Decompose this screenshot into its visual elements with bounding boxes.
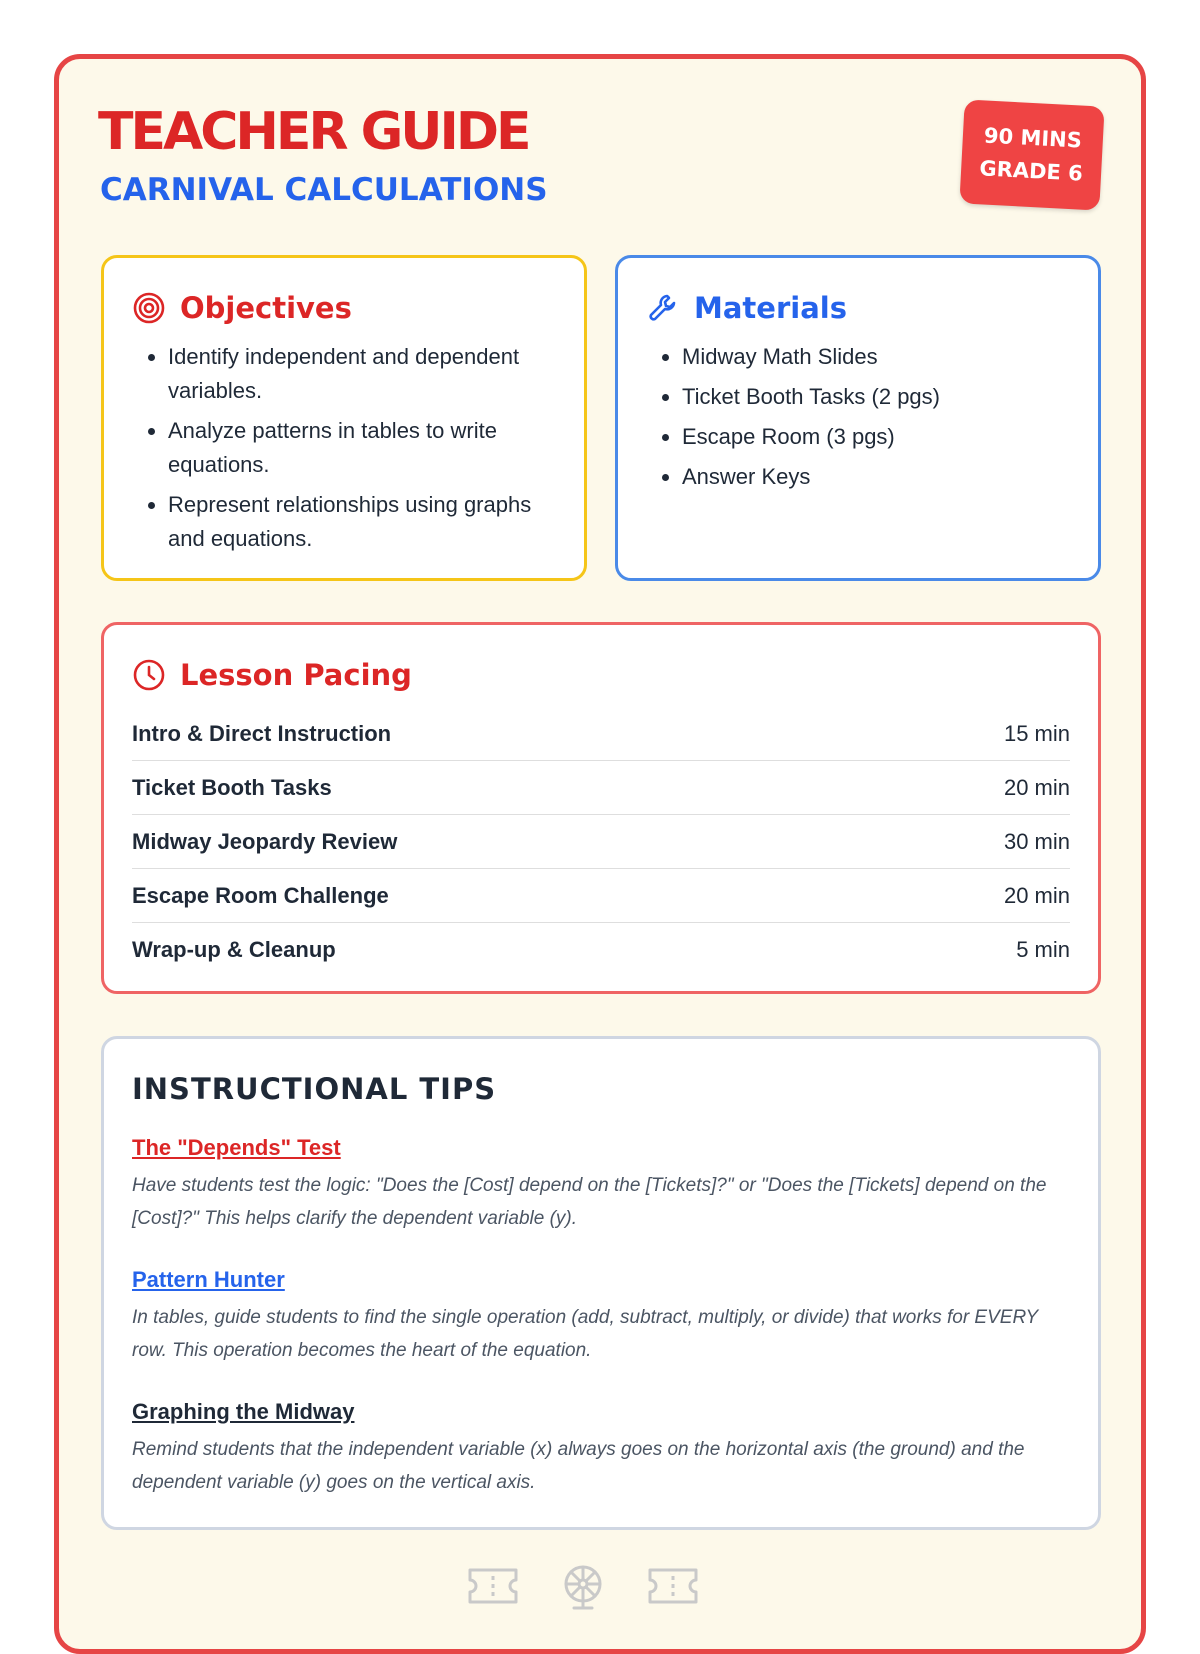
material-item: • Ticket Booth Tasks (2 pgs) xyxy=(682,380,1074,414)
ticket-icon xyxy=(466,1562,520,1610)
materials-list xyxy=(652,340,1074,500)
target-icon xyxy=(132,291,166,325)
tip-title-link[interactable]: Pattern Hunter xyxy=(132,1267,285,1292)
tip-body: Have students test the logic: "Does the [Cost] depend on the [Tickets]?" or "Does the [Tickets] depend on the [Cost]?" This helps clarify the dependent variable (y). xyxy=(132,1175,1047,1229)
pacing-activity: Intro & Direct Instruction xyxy=(132,720,392,746)
pacing-row xyxy=(132,707,1070,761)
clock-icon xyxy=(132,658,166,692)
material-item: • Escape Room (3 pgs) xyxy=(682,420,1074,454)
objectives-heading: Objectives xyxy=(180,291,352,325)
pacing-table xyxy=(132,707,1070,977)
pacing-activity: Midway Jeopardy Review xyxy=(132,828,398,854)
tip-item xyxy=(132,1265,1058,1367)
pacing-row xyxy=(132,923,1070,977)
badge-grade: GRADE 6 xyxy=(978,156,1084,186)
ticket-icon xyxy=(646,1562,700,1610)
page-subtitle: CARNIVAL CALCULATIONS xyxy=(100,172,548,208)
lesson-pacing-panel xyxy=(101,622,1101,994)
pacing-duration: 30 min xyxy=(1003,828,1070,854)
badge-duration: 90 MINS xyxy=(983,123,1083,153)
objective-item: • Identify independent and dependent variables. xyxy=(168,340,560,408)
page-title: TEACHER GUIDE xyxy=(98,102,529,162)
pacing-duration: 20 min xyxy=(1003,882,1070,908)
pacing-duration: 20 min xyxy=(1003,774,1070,800)
objectives-list xyxy=(138,340,560,562)
pacing-duration: 15 min xyxy=(1003,720,1070,746)
pacing-activity: Escape Room Challenge xyxy=(132,882,389,908)
instructional-tips-panel xyxy=(101,1036,1101,1530)
wrench-icon xyxy=(646,291,680,325)
pacing-row xyxy=(132,761,1070,815)
tips-heading: INSTRUCTIONAL TIPS xyxy=(132,1072,497,1106)
tip-item xyxy=(132,1397,1058,1499)
pacing-duration: 5 min xyxy=(1016,937,1070,962)
material-item: • Midway Math Slides xyxy=(682,340,1074,374)
duration-grade-badge xyxy=(959,99,1104,210)
objectives-panel xyxy=(101,255,587,581)
pacing-activity: Ticket Booth Tasks xyxy=(132,774,332,800)
tip-title-link[interactable]: The "Depends" Test xyxy=(132,1135,341,1160)
objective-item: • Analyze patterns in tables to write equations. xyxy=(168,414,560,482)
materials-header xyxy=(646,290,847,326)
footer-icons xyxy=(466,1562,700,1610)
tip-body: In tables, guide students to find the single operation (add, subtract, multiply, or divide) that works for EVERY row. This operation becomes the heart of the equation. xyxy=(132,1307,1038,1361)
ferris-wheel-icon xyxy=(556,1562,610,1610)
tip-body: Remind students that the independent variable (x) always goes on the horizontal axis (the ground) and the dependent variable (y) goes on the vertical axis. xyxy=(132,1439,1025,1493)
objectives-header xyxy=(132,290,352,326)
pacing-activity: Wrap-up & Cleanup xyxy=(132,937,336,962)
objective-item: • Represent relationships using graphs and equations. xyxy=(168,488,560,556)
pacing-heading: Lesson Pacing xyxy=(180,658,412,692)
pacing-row xyxy=(132,869,1070,923)
tip-title-link[interactable]: Graphing the Midway xyxy=(132,1399,355,1424)
materials-panel xyxy=(615,255,1101,581)
material-item: • Answer Keys xyxy=(682,460,1074,494)
tip-item xyxy=(132,1133,1058,1235)
pacing-row xyxy=(132,815,1070,869)
materials-heading: Materials xyxy=(694,291,847,325)
pacing-header xyxy=(132,657,412,693)
